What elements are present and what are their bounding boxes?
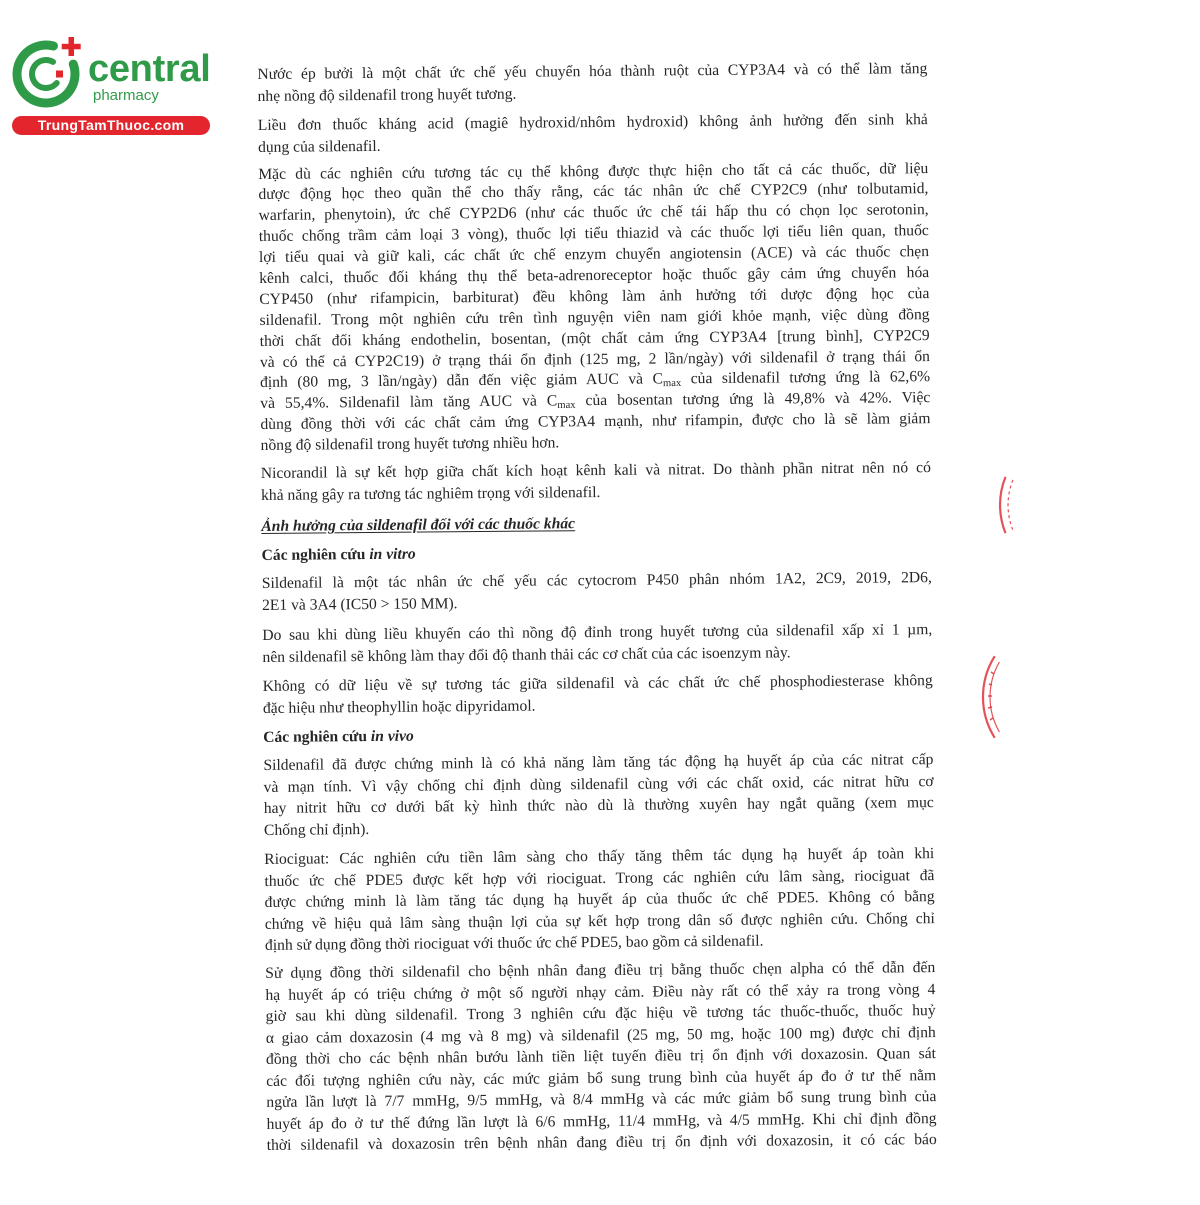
paragraph-nicorandil xyxy=(261,457,931,506)
subheading-term: in vitro xyxy=(369,545,416,564)
text-line: nồng độ sildenafil trong huyết tương nhiều hơn. xyxy=(260,434,560,455)
paragraph-cytochrome xyxy=(262,567,932,616)
subscript-max: max xyxy=(557,400,576,412)
section-heading-text: Ảnh hưởng của sildenafil đối với các thuốc khác xyxy=(261,515,576,535)
text-line: đồng thời cho các bệnh nhân bướu lành tiền liệt tuyến điều trị ổn định với doxazosin. Quan sát xyxy=(265,1045,937,1068)
text-line: định sử dụng đồng thời riociguat với thuốc ức chế PDE5, bao gồm cả sildenafil. xyxy=(264,932,764,954)
text-line: huyết áp đo ở tư thế đứng lần lượt là 6/6 mmHg, 11/4 mmHg, và 4/5 mmHg. Khi chỉ định đồng xyxy=(266,1109,937,1133)
text-line: dụng của sildenafil. xyxy=(257,137,381,156)
text-line: CYP450 (như rifampicin, barbiturat) đều không làm ảnh hưởng tới dược động học của xyxy=(259,284,930,308)
text-line: các đối tượng nghiên cứu này, các mức giảm bổ sung trung bình của huyết áp đo ở tư thế nằm xyxy=(266,1066,937,1090)
text-line: thuốc chống trầm cảm loại 3 vòng), thuốc lợi tiểu thiazid và các thuốc lợi tiểu liên quan, thuốc xyxy=(258,222,929,246)
subheading-term: in vivo xyxy=(370,727,414,746)
text-run: và 55,4%. Sildenafil làm tăng AUC và C xyxy=(260,392,558,413)
text-line: Mặc dù các nghiên cứu tương tác cụ thể không được thực hiện cho tất cả các thuốc, dữ liệu xyxy=(258,159,929,183)
text-line: Sử dụng đồng thời sildenafil cho bệnh nhân đang điều trị bằng thuốc chẹn alpha có thể dẫn đến xyxy=(265,959,936,982)
paragraph-riociguat xyxy=(264,843,935,956)
text-line: chứng về hiệu quả lâm sàng thuận lợi của sự kết hợp trong dân số được nghiên cứu. Chống chỉ xyxy=(264,909,935,933)
text-line: hạ huyết áp có triệu chứng ở một số người nhạy cảm. Điều này rất có thể xảy ra trong vòng 4 xyxy=(265,980,936,1004)
text-line: hay nitrit hữu cơ dưới bất kỳ hình thức nào dù là thường xuyên hay ngắt quãng (xem mục xyxy=(263,794,934,817)
text-line: Sildenafil đã được chứng minh là có khả năng làm tăng tác động hạ huyết áp của các nitrat cấp xyxy=(263,751,934,774)
text-line: dược động học theo quần thể cho thấy rằng, các tác nhân ức chế CYP2C9 (như tolbutamid, xyxy=(258,180,929,204)
text-line: Chống chỉ định). xyxy=(263,820,370,839)
text-line: và có thể cả CYP2C19) ở trạng thái ổn định (125 mg, 2 lần/ngày) với sildenafil ở trạng thái ổn xyxy=(259,347,930,371)
paragraph-peak-concentration xyxy=(262,619,932,668)
brand-name: central xyxy=(88,48,211,90)
text-line: thời sildenafil và doxazosin trên bệnh nhân đang điều trị ổn định với doxazosin, it có các báo xyxy=(266,1131,937,1154)
subheading-lead: Các nghiên cứu xyxy=(263,728,371,746)
text-line: ngửa lần lượt là 7/7 mmHg, 9/5 mmHg, và 8/4 mmHg và các mức giảm bổ sung trung bình của xyxy=(266,1088,937,1111)
text-run: của sildenafil tương ứng là 62,6% xyxy=(681,368,931,388)
text-line: Nước ép bưởi là một chất ức chế yếu chuyển hóa thành ruột của CYP3A4 và có thể làm tăng xyxy=(257,60,928,83)
text-line: được chứng minh là làm tăng tác dụng hạ huyết áp của thuốc ức chế PDE5. Không có bằng xyxy=(264,888,935,911)
text-line: Không có dữ liệu về sự tương tác giữa sildenafil và các chất ức chế phosphodiesterase không xyxy=(262,672,933,695)
text-line: giờ sau khi dùng sildenafil. Trong 3 nghiên cứu đặc hiệu về tương tác thuốc-thuốc, thuốc huỷ xyxy=(265,1002,936,1025)
text-line: kênh calci, thuốc đối kháng thụ thể beta-adrenoreceptor hoặc thuốc gây cảm ứng chuyển hóa xyxy=(259,264,930,287)
text-line: warfarin, phenytoin), ức chế CYP2D6 (như các thuốc ức chế tái hấp thu có chọn lọc serotonin, xyxy=(258,201,929,225)
paragraph-population-pk xyxy=(258,159,931,457)
text-line: sildenafil. Trong một nghiên cứu trên tình nguyện viên nam giới khỏe mạnh, việc dùng đồng xyxy=(259,305,930,329)
text-line: Nicorandil là sự kết hợp giữa chất kích hoạt kênh kali và nitrat. Do thành phần nitrat nên nó có xyxy=(260,459,931,482)
site-banner: TrungTamThuoc.com xyxy=(12,116,210,135)
text-line: và mạn tính. Vì vậy chống chỉ định dùng sildenafil cùng với các chất oxid, các nitrat hữu cơ xyxy=(263,772,934,796)
subheading-lead: Các nghiên cứu xyxy=(261,546,370,564)
paragraph-pde-inhibitors xyxy=(263,670,933,719)
text-line: đặc hiệu như theophyllin hoặc dipyridamol. xyxy=(262,697,536,717)
text-line: lợi tiểu quai và giữ kali, các chất ức chế enzym chuyển angiotensin (ACE) và các thuốc chẹn xyxy=(258,243,930,267)
text-run: định (80 mg, 3 lần/ngày) dẫn đến việc giảm AUC và C xyxy=(260,370,664,392)
subheading-in-vitro xyxy=(262,539,932,566)
paragraph-grapefruit xyxy=(257,58,927,107)
text-line: Liều đơn thuốc kháng acid (magiê hydroxid/nhôm hydroxid) không ảnh hưởng đến sinh khả xyxy=(257,111,928,134)
paragraph-alpha-blockers xyxy=(265,957,937,1156)
text-line: nhẹ nồng độ sildenafil trong huyết tương. xyxy=(257,85,517,105)
text-line: Sildenafil là một tác nhân ức chế yếu các cytocrom P450 phân nhóm 1A2, 2C9, 2019, 2D6, xyxy=(261,569,932,592)
section-heading xyxy=(261,510,931,537)
text-line: α giao cảm doxazosin (4 mg và 8 mg) và sildenafil (25 mg, 50 mg, hoặc 100 mg) được chỉ định xyxy=(265,1023,936,1047)
text-line: Riociguat: Các nghiên cứu tiền lâm sàng cho thấy tăng thêm tác dụng hạ huyết áp toàn khi xyxy=(264,845,935,868)
paragraph-nitrates xyxy=(263,749,934,841)
text-line: 2E1 và 3A4 (IC50 > 150 MM). xyxy=(261,594,458,614)
subscript-max: max xyxy=(662,378,682,390)
text-line: nên sildenafil sẽ không làm thay đổi độ thanh thải các cơ chất của các isoenzym này. xyxy=(262,643,791,666)
text-line: dùng đồng thời với các chất cảm ứng CYP3A4 mạnh, như rifampin, được cho là sẽ làm giảm xyxy=(260,410,931,434)
text-line: thời chất đối kháng endothelin, bosentan, (một chất cảm ứng CYP3A4 [trung bình], CYP2C9 xyxy=(259,326,930,350)
brand-subtitle: pharmacy xyxy=(93,87,159,104)
text-line: Do sau khi dùng liều khuyến cáo thì nồng độ đỉnh trong huyết tương của sildenafil xấp xỉ 1 µm, xyxy=(262,621,933,644)
paragraph-antacid xyxy=(258,109,928,158)
text-line: khả năng gây ra tương tác nghiêm trọng với sildenafil. xyxy=(260,483,601,504)
text-run: của bosentan tương ứng là 49,8% và 42%. Việc xyxy=(575,389,931,410)
text-line: thuốc ức chế PDE5 được kết hợp với riociguat. Trong các nghiên cứu lâm sàng, riociguat đã xyxy=(264,866,935,890)
subheading-in-vivo xyxy=(263,721,933,748)
